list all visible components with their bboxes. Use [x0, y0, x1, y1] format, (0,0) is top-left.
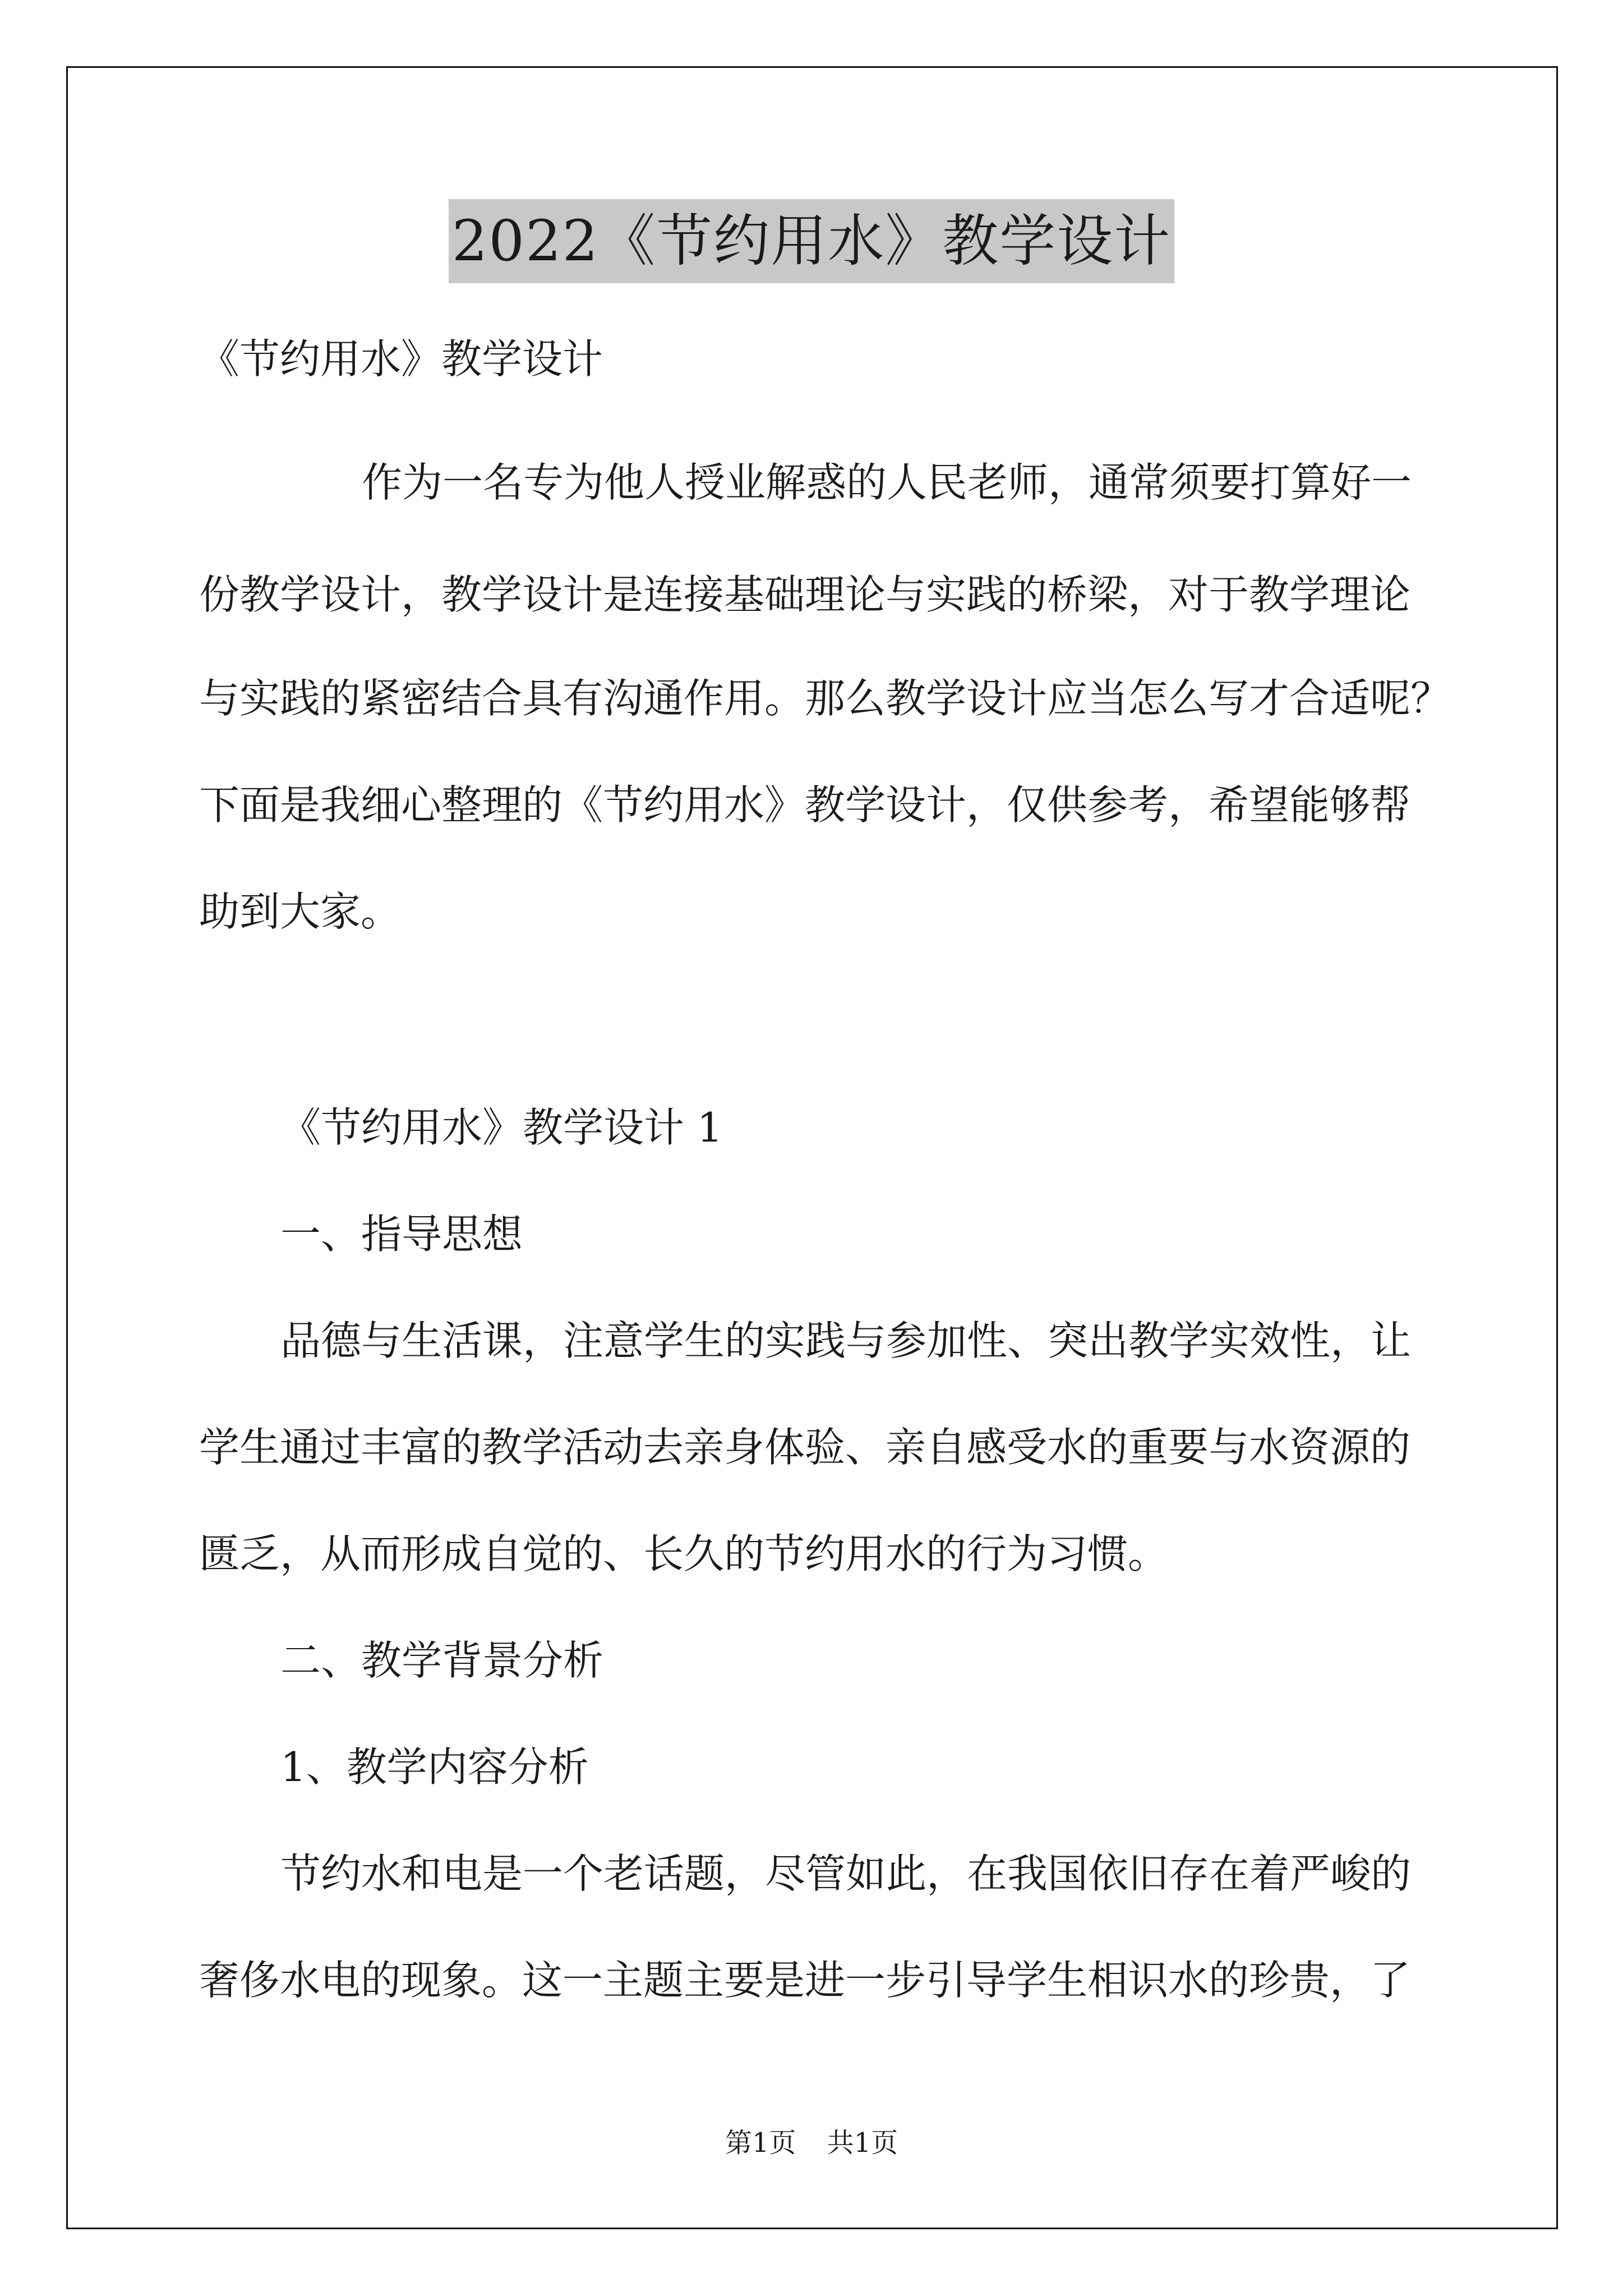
subtitle-line: 《节约用水》教学设计: [199, 335, 603, 383]
page-number: 第1页: [725, 2127, 796, 2159]
paragraph-line: 作为一名专为他人授业解惑的人民老师，通常须要打算好一: [362, 459, 1412, 506]
section-heading: 二、教学背景分析: [280, 1637, 604, 1684]
paragraph-line: 与实践的紧密结合具有沟通作用。那么教学设计应当怎么写才合适呢？: [199, 675, 1451, 722]
paragraph-line: 品德与生活课，注意学生的实践与参加性、突出教学实效性，让: [280, 1317, 1412, 1364]
title-wrapper: [0, 199, 1623, 283]
section-heading: 《节约用水》教学设计 1: [280, 1104, 723, 1151]
paragraph-line: 份教学设计，教学设计是连接基础理论与实践的桥梁，对于教学理论: [199, 571, 1411, 618]
paragraph-line: 奢侈水电的现象。这一主题主要是进一步引导学生相识水的珍贵，了: [199, 1957, 1411, 2004]
page-footer: [0, 2126, 1623, 2160]
paragraph-line: 学生通过丰富的教学活动去亲身体验、亲自感受水的重要与水资源的: [199, 1424, 1411, 1471]
document-title: 2022《节约用水》教学设计: [449, 199, 1175, 283]
paragraph-line: 节约水和电是一个老话题，尽管如此，在我国依旧存在着严峻的: [280, 1850, 1412, 1897]
page-total: 共1页: [827, 2127, 898, 2159]
paragraph-line: 下面是我细心整理的《节约用水》教学设计，仅供参考，希望能够帮: [199, 781, 1411, 829]
section-heading: 1、教学内容分析: [280, 1743, 589, 1791]
paragraph-line: 匮乏，从而形成自觉的、长久的节约用水的行为习惯。: [199, 1530, 1169, 1577]
section-heading: 一、指导思想: [280, 1211, 523, 1258]
paragraph-line: 助到大家。: [199, 888, 402, 935]
